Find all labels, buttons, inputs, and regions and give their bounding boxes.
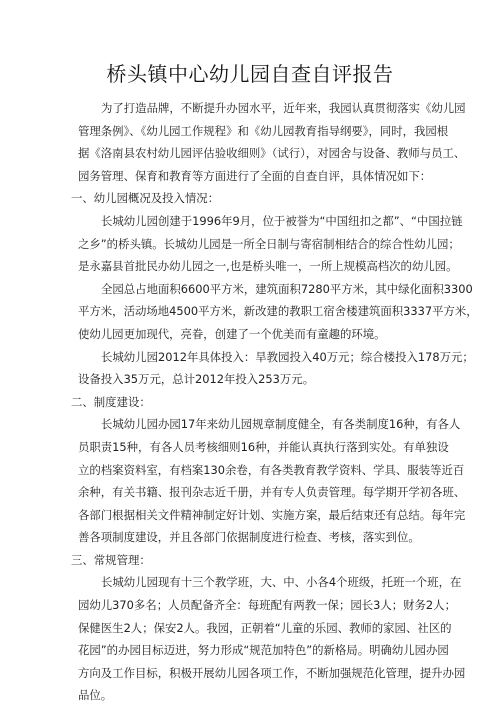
- body-line: 为了打造品牌，不断提升办园水平，近年来，我园认真贯彻落实《幼儿园: [101, 101, 466, 115]
- body-line: 园务管理、保育和教育等方面进行了全面的自查自评，具体情况如下：: [78, 168, 432, 183]
- body-line: 长城幼儿园办园17年来幼儿园规章制度健全，有各类制度16种，有各人: [101, 417, 461, 432]
- body-line: 使幼儿园更加现代，亮眷，创建了一个优美而有童趣的环境。: [78, 326, 386, 341]
- body-line: 是永嘉县首批民办幼儿园之一,也是桥头唯一，一所上规模高档次的幼儿园。: [78, 259, 458, 274]
- section-heading: 二、制度建设：: [71, 394, 151, 409]
- body-line: 长城幼儿园创建于1996年9月，位于被誉为“中国纽扣之都”、“中国拉链: [101, 213, 463, 228]
- body-line: 之乡”的桥头镇。长城幼儿园是一所全日制与寄宿制相结合的综合性幼儿园；: [78, 236, 460, 251]
- body-line: 平方米，活动场地4500平方米，新改建的教职工宿舍楼建筑面积3337平方米，: [78, 304, 478, 319]
- body-line: 据《洛南县农村幼儿园评估验收细则》（试行），对园舍与设备、教师与员工、: [78, 146, 466, 161]
- section-heading: 一、幼儿园概况及投入情况：: [71, 191, 220, 206]
- body-line: 善各项制度建设，并且各部门依据制度进行检查、考核，落实到位。: [78, 530, 420, 545]
- body-line: 方向及工作目标，积极开展幼儿园各项工作，不断加强规范化管理，提升办园: [78, 665, 466, 680]
- body-line: 立的档案资料室，有档案130余卷，有各类教育教学资料、学具、服装等近百: [78, 462, 465, 477]
- body-line: 长城幼儿园2012年具体投入：旱教园投入40万元；综合楼投入178万元；: [101, 349, 474, 364]
- body-line: 保健医生2人；保安2人。我园，正朝着“儿童的乐园、教师的家园、社区的: [78, 620, 452, 635]
- section-heading: 三、常规管理：: [71, 552, 151, 567]
- body-line: 花园”的办园目标迈进，努力形成“规范加特色”的新格局。明确幼儿园办园: [78, 643, 449, 658]
- body-line: 全园总占地面积6600平方米，建筑面积7280平方米，其中绿化面积3300: [101, 281, 473, 296]
- document-title: 桥头镇中心幼儿园自查自评报告: [106, 62, 394, 86]
- body-line: 品位。: [78, 688, 113, 703]
- body-line: 余种，有关书籍、报刊杂志近千册，并有专人负责管理。每学期开学初各班、: [78, 485, 466, 500]
- body-line: 长城幼儿园现有十三个教学班，大、中、小各4个班级，托班一个班，在: [101, 575, 462, 590]
- body-line: 员职责15种，有各人员考核细则16种，并能认真执行落到实处。有单独设: [78, 439, 449, 454]
- body-line: 管理条例》、《幼儿园工作规程》和《幼儿园教育指导纲要》，同时，我园根: [78, 123, 449, 138]
- body-line: 各部门根据相关文件精神制定好计划、实施方案，最后结束还有总结。每年完: [78, 507, 466, 522]
- body-line: 设备投入35万元，总计2012年投入253万元。: [78, 372, 315, 387]
- document-body: [71, 97, 478, 707]
- body-line: 园幼儿370多名；人员配备齐全：每班配有两教一保；园长3人；财务2人；: [78, 598, 456, 613]
